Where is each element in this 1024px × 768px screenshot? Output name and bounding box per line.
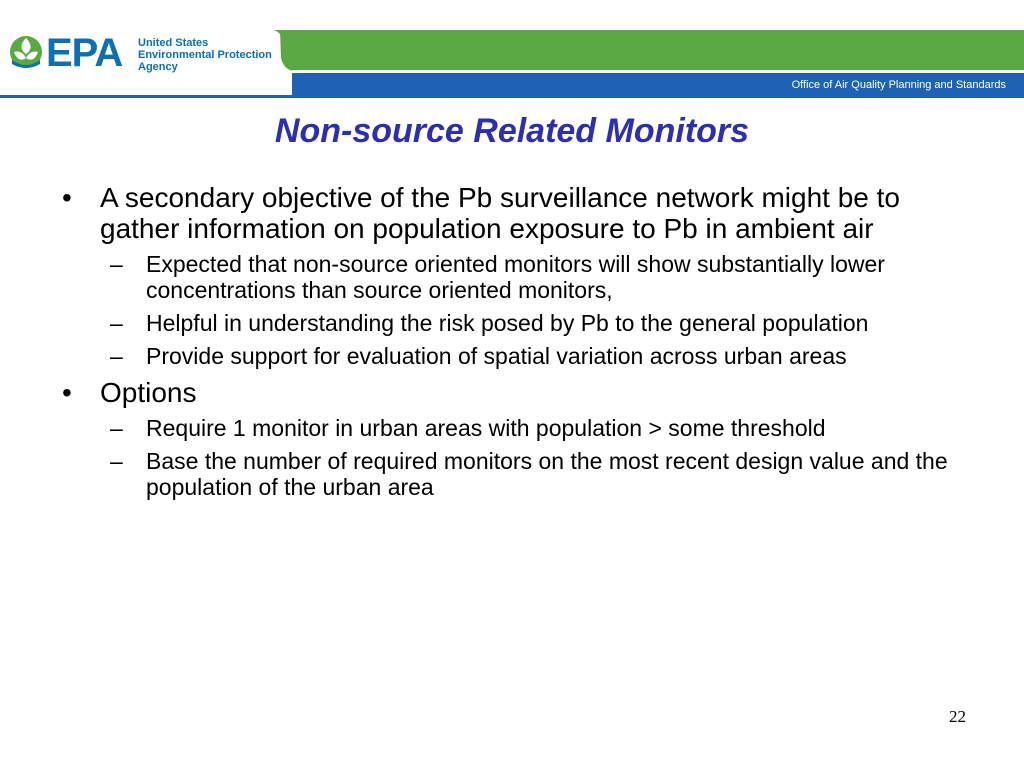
- sub-bullet-item: [62, 448, 982, 500]
- bullet-text: Options: [100, 377, 197, 408]
- green-band-main: [280, 30, 1024, 72]
- sub-bullet-list: [62, 251, 982, 369]
- sub-bullet-symbol: –: [110, 448, 123, 474]
- bullet-text: A secondary objective of the Pb surveillance network might be to gather information on population exposure to Pb in ambient air: [100, 182, 900, 244]
- sub-bullet-text: Expected that non-source oriented monitors will show substantially lower concentrations than source oriented monitors,: [146, 251, 885, 303]
- agency-name: [138, 37, 272, 73]
- sub-bullet-item: [62, 343, 982, 369]
- bullet-item: [62, 182, 982, 244]
- epa-logo: [8, 31, 272, 75]
- agency-line: United States: [138, 37, 209, 49]
- epa-flower-icon: [8, 34, 44, 70]
- page-number: 22: [949, 707, 966, 726]
- agency-line: Agency: [138, 61, 178, 73]
- bullet-symbol: •: [62, 377, 72, 408]
- sub-bullet-item: [62, 310, 982, 336]
- sub-bullet-text: Require 1 monitor in urban areas with population > some threshold: [146, 415, 826, 441]
- bullet-symbol: •: [62, 182, 72, 213]
- slide-title: Non-source Related Monitors: [274, 112, 750, 150]
- epa-letters: EPA: [46, 31, 123, 75]
- sub-bullet-symbol: –: [110, 415, 123, 441]
- bullet-item: [62, 377, 982, 408]
- sub-bullet-text: Helpful in understanding the risk posed by Pb to the general population: [146, 310, 869, 336]
- agency-line: Environmental Protection: [138, 49, 272, 61]
- sub-bullet-symbol: –: [110, 251, 123, 277]
- logo-underline: [0, 95, 292, 98]
- sub-bullet-text: Provide support for evaluation of spatial variation across urban areas: [146, 343, 847, 369]
- sub-bullet-text: Base the number of required monitors on the most recent design value and the population of the urban area: [146, 448, 948, 500]
- office-name: Office of Air Quality Planning and Standards: [791, 79, 1006, 91]
- sub-bullet-list: [62, 415, 982, 500]
- slide-content: [62, 182, 982, 508]
- sub-bullet-symbol: –: [110, 343, 123, 369]
- sub-bullet-symbol: –: [110, 310, 123, 336]
- sub-bullet-item: [62, 251, 982, 303]
- sub-bullet-item: [62, 415, 982, 441]
- header-banner: [0, 0, 1024, 100]
